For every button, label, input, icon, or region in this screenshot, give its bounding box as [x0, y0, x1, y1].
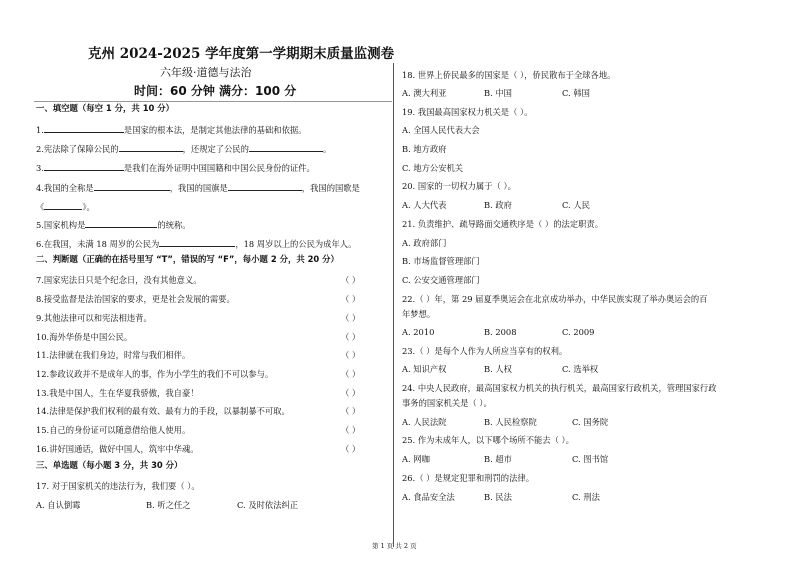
option-b[interactable]: B. 中国 [484, 88, 512, 98]
option-c[interactable]: C. 刑法 [572, 492, 600, 502]
option-a[interactable]: A. 政府部门 [402, 238, 447, 248]
question-4: 4.我国的全称是 ，我国的国旗是 ，我国的国歌是 [36, 183, 360, 193]
answer-paren[interactable]: （ ） [341, 425, 361, 435]
judge-item-11: 11.法律就在我们身边，时常与我们相伴。 [36, 350, 191, 360]
option-a[interactable]: A. 全国人民代表大会 [402, 125, 480, 135]
question-5: 5.国家机构是 的统称。 [36, 220, 191, 230]
answer-blank[interactable] [85, 219, 157, 228]
answer-blank[interactable] [249, 143, 323, 152]
option-b[interactable]: B. 人民检察院 [484, 417, 537, 427]
option-b[interactable]: B. 听之任之 [146, 500, 191, 510]
question-6: 6.在我国，未满 18 周岁的公民为 ，18 周岁以上的公民为成年人。 [36, 239, 357, 249]
option-c[interactable]: C. 选举权 [562, 364, 599, 374]
section-divider-top [34, 101, 392, 102]
option-a[interactable]: A. 食品安全法 [402, 492, 455, 502]
judge-item-15: 15.自己的身份证可以随意借给他人使用。 [36, 425, 191, 435]
exam-time-info: 时间：60 分钟 满分：100 分 [134, 84, 297, 98]
question-2: 2.宪法除了保障公民的 ，还规定了公民的 。 [36, 144, 332, 154]
exam-subtitle: 六年级·道德与法治 [160, 66, 252, 79]
option-a[interactable]: A. 人大代表 [402, 200, 447, 210]
option-c[interactable]: C. 2009 [562, 327, 595, 337]
question-25-stem: 25. 作为未成年人，以下哪个场所不能去（ ）。 [402, 435, 574, 445]
answer-blank[interactable] [44, 201, 82, 210]
answer-paren[interactable]: （ ） [341, 369, 361, 379]
page-footer: 第 1 页 共 2 页 [372, 542, 417, 550]
question-4-continued: 《 》。 [36, 202, 95, 212]
answer-paren[interactable]: （ ） [341, 350, 361, 360]
judge-item-14: 14.法律是保护我们权利的最有效、最有力的手段，以暴制暴不可取。 [36, 406, 290, 416]
option-b[interactable]: B. 超市 [484, 454, 512, 464]
option-c[interactable]: C. 公安交通管理部门 [402, 275, 480, 285]
option-c[interactable]: C. 韩国 [562, 88, 590, 98]
answer-blank[interactable] [94, 182, 170, 191]
judge-item-8: 8.接受监督是法治国家的要求，更是社会发展的需要。 [36, 294, 235, 304]
option-c[interactable]: C. 人民 [562, 200, 590, 210]
judge-item-13: 13.我是中国人，生在华夏我骄傲，我自豪！ [36, 388, 199, 398]
judge-item-7: 7.国家宪法日只是个纪念日，没有其他意义。 [36, 275, 202, 285]
question-18-stem: 18. 世界上侨民最多的国家是（ ），侨民散布于全球各地。 [402, 70, 616, 80]
answer-paren[interactable]: （ ） [341, 313, 361, 323]
answer-paren[interactable]: （ ） [341, 332, 361, 342]
option-a[interactable]: A. 网咖 [402, 454, 430, 464]
question-22-stem-continued: 年梦想。 [402, 309, 436, 319]
section2-heading: 二、判断题（正确的在括号里写 “T”，错误的写 “F”，每小题 2 分，共 20 分） [36, 254, 339, 264]
question-19-stem: 19. 我国最高国家权力机关是（ ）。 [402, 107, 533, 117]
option-a[interactable]: A. 人民法院 [402, 417, 447, 427]
section1-heading: 一、填空题（每空 1 分，共 10 分） [36, 103, 175, 113]
option-c[interactable]: C. 图书馆 [572, 454, 609, 464]
option-c[interactable]: C. 地方公安机关 [402, 163, 464, 173]
option-c[interactable]: C. 国务院 [572, 417, 609, 427]
answer-paren[interactable]: （ ） [341, 444, 361, 454]
judge-item-10: 10.海外华侨是中国公民。 [36, 332, 133, 342]
option-c[interactable]: C. 及时依法纠正 [237, 500, 299, 510]
question-24-stem-continued: 事务的国家机关是（ ）。 [402, 398, 492, 408]
answer-paren[interactable]: （ ） [341, 406, 361, 416]
column-divider [393, 63, 394, 547]
option-a[interactable]: A. 自认倒霉 [36, 500, 81, 510]
option-b[interactable]: B. 地方政府 [402, 144, 447, 154]
question-21-stem: 21. 负责维护、疏导路面交通秩序是（ ）的法定职责。 [402, 219, 604, 229]
answer-paren[interactable]: （ ） [341, 294, 361, 304]
option-b[interactable]: B. 市场监督管理部门 [402, 256, 480, 266]
option-a[interactable]: A. 知识产权 [402, 364, 447, 374]
judge-item-16: 16.讲好国通话，做好中国人，筑牢中华魂。 [36, 444, 199, 454]
answer-blank[interactable] [228, 182, 302, 191]
option-b[interactable]: B. 民法 [484, 492, 512, 502]
option-b[interactable]: B. 2008 [484, 327, 517, 337]
answer-paren[interactable]: （ ） [341, 275, 361, 285]
question-24-stem: 24. 中央人民政府，最高国家权力机关的执行机关，最高国家行政机关，管理国家行政 [402, 383, 717, 393]
question-17-stem: 17. 对于国家机关的违法行为，我们要（ ）。 [36, 481, 200, 491]
answer-blank[interactable] [44, 124, 124, 133]
section3-heading: 三、单选题（每小题 3 分，共 30 分） [36, 460, 183, 470]
judge-item-12: 12.参政议政并不是成年人的事，作为小学生的我们不可以参与。 [36, 369, 274, 379]
question-1: 1. 是国家的根本法，是制定其他法律的基础和依据。 [36, 125, 307, 135]
question-20-stem: 20. 国家的一切权力属于（ ）。 [402, 181, 516, 191]
answer-blank[interactable] [44, 162, 124, 171]
option-b[interactable]: B. 政府 [484, 200, 512, 210]
question-26-stem: 26.（ ）是规定犯罪和刑罚的法律。 [402, 473, 534, 483]
judge-item-9: 9.其他法律可以和宪法相违背。 [36, 313, 152, 323]
question-23-stem: 23.（ ）是每个人作为人所应当享有的权利。 [402, 346, 568, 356]
option-a[interactable]: A. 澳大利亚 [402, 88, 447, 98]
exam-title: 克州 2024-2025 学年度第一学期期末质量监测卷 [88, 46, 395, 62]
option-b[interactable]: B. 人权 [484, 364, 512, 374]
question-22-stem: 22.（ ）年，第 29 届夏季奥运会在北京成功举办，中华民族实现了举办奥运会的百 [402, 294, 708, 304]
answer-blank[interactable] [159, 238, 235, 247]
answer-blank[interactable] [119, 143, 183, 152]
question-3: 3. 是我们在海外证明中国国籍和中国公民身份的证件。 [36, 163, 315, 173]
answer-paren[interactable]: （ ） [341, 388, 361, 398]
option-a[interactable]: A. 2010 [402, 327, 435, 337]
